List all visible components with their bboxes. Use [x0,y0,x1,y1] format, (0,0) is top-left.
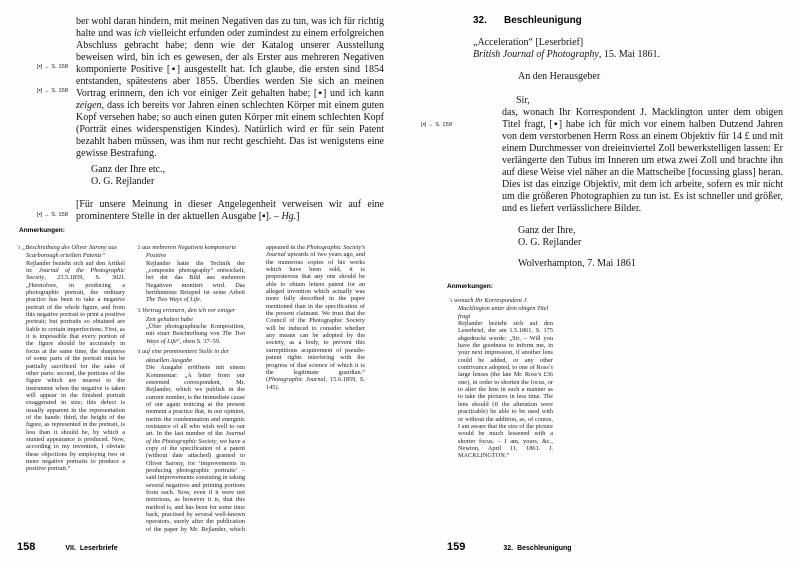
page-footer [447,537,572,555]
footnote-lemma: '4 auf eine prominentere Stelle in der aktuellen Ausgabe [137,348,230,364]
annotations-heading: Anmerkungen: [19,227,65,234]
signature-line: O. G. Rejlander [518,237,582,248]
source-journal: British Journal of Photography, 15. Mai 1861. [473,49,660,60]
footnote-body: Rejlander bezieht sich auf den Leserbrief, der am 1.5.1861, S. 175 abgedruckt wurde: „Sir, – Will you have the goodness to inform me, in your next impression, if another lens could be added, or any other contrivance adopted, to one of Ross’s large lenses (the late Mr. Ross’s £36 one), in order to shorten the focus, or to alter the lens in such a manner as to take the pictures in less time. The lens should (if the alteration were practicable) be able to be used with or without the addition, as, of course, I am aware that the size of the picture would be much lessened with a shorter focus. – I am, yours, &c., Newton, April 11, 1861. J. MACKLINGTON.“ [458,320,553,460]
dateline: Wolverhampton, 7. Mai 1861 [518,258,636,269]
page-footer [17,537,118,555]
annotations-heading: Anmerkungen: [447,283,493,290]
footnote-marker: '3 [137,309,141,315]
letter-body-text: das, wonach Ihr Korrespondent J. Macklington unter dem obigen Titel fragt, [▪] habe ich für mich vor einem halben Dutzend Jahren von dem verstorbenen Herrn Ross an einem Objektiv für 14 £ und mit einem Durchmesser von dreieinviertel Zoll bewerkstelligen lassen: Er verlängerte den Tubus im Inneren um etwa zwei Zoll und brachte ihn auf diese Weise viel näher an die Mattscheibe [focussing glass] heran. Dies ist das einzige Objektiv, mit dem ich arbeite, sofern es mir nicht um die größeren Photographien zu tun ist. Es ist schneller und größer, und es liefert verlässlichere Bilder. [502,107,783,214]
section-title: Beschleunigung [504,15,582,26]
footnote-marker: '1 [17,246,21,251]
running-head-title: Leserbriefe [79,545,118,552]
signature-line: O. G. Rejlander [91,176,155,187]
footnote-marker: '1 [449,299,453,304]
footnote-marker: '2 [137,246,141,251]
footnote-body: Rejlander bezieht sich auf den Artikel in: Journal of the Photographic Society, 23.5.1859, S. 302f. „Heretofore, in producing a photographic portrait, the ordinary practice has been to take a negative portrait of the whole figure, and from this negative portrait to print a positive portrait; but portraits so obtained are liable to certain imperfections. First, as it is impossible that every portion of the figure should be accurately in focus at the same time, the sharpness of some parts of the portrait must be partially sacrificed for the sake of other parts: second, the portions of the figure which are nearest to the instrument when the negative is taken will appear in the finished portrait exaggerated in size; this defect is usually apparent in the representation of the hands: third, the height of the figure, as represented in the portrait, is less than it should be, by which a stunted appearance is produced. Now, according to my invention, I obviate these objections by employing two or more negative portraits to produce a positive portrait.“ [26,259,125,473]
page-number: 158 [17,541,36,553]
footnote-marker: '4 [137,350,141,356]
footnote-entry [137,244,245,304]
footnote-lemma: '2 aus mehreren Negativen komponierte Positive [137,244,237,260]
footnote-lemma: '1 wonach Ihr Korrespondent J. Macklington unter dem obigen Titel fragt [449,297,549,320]
margin-note: [▪] → S. 159 [421,122,453,128]
footnote-body: Die Ausgabe eröffnete mit einem Kommentar: „A letter from our esteemed correspondent, Mr. Rejlander, which we publish in the current number, is the immediate cause of our again noticing at the present moment a practice that, in our opinion, merits the condemnation and energetic resistance of all who wish well to our art. In the last number of the Journal of the Photographic Society, we have a copy of the specification of a patent (without date attached) granted to Oliver Sarony, for ‘improvements in producing photographic portraits’ – said improvements consisting in taking several negatives and printing portions from each. Now, even if it were not notorious, as however it is, that this method is, and has been for some time back, practised by several well-known operators, surely after the publication of the paper by Mr. Rejlander, which appeared in the Photographic Society’s Journal upwards of two years ago, and the numerous copies of his works which have been sold, it is preposterous that any one should be able to obtain letters patent for an alleged invention which actually was more fully described in the paper mentioned than in the specification of the present claimant. We trust that the Council of the Photographic Society will be induced to consider whether any means can be adopted by the society, as a body, to prevent this surreptitious acquirement of pseudo-patent rights interfering with the progress of that science of which it is the legitimate guardian.“ (Photographic Journal, 15.6.1859, S. 145). [146,244,365,533]
footnote-body: „Über photographische Komposition, mit einer Beschreibung von The Two Ways of Life“, oben S. 37–59. [146,322,245,345]
footnote-entry [449,297,553,460]
source-title: „Acceleration“ [Leserbrief] [473,37,584,48]
section-number: 32. [473,15,487,26]
page-158 [17,16,384,538]
footnote-lemma: '1 „Beschreibung des Oliver Sarony aus Scarborough erteilten Patents“ [17,244,118,260]
margin-note: [▪] → S. 158 [36,64,68,70]
editorial-note: [Für unsere Meinung in dieser Angelegenheit verweisen wir auf eine prominentere Stelle in der aktuellen Ausgabe [▪]. – Hg.] [76,199,384,222]
footnote-entry [137,307,245,345]
page-number: 159 [447,541,466,553]
signature-line: Ganz der Ihre etc., [91,164,166,175]
footnote-column [449,297,553,460]
running-head-number: VII. [65,545,76,552]
source-citation [473,37,787,61]
footnote-body: Rejlander hatte die Technik der „composite photography“ entwickelt, bei der das Bild aus mehreren Negativen montiert wird. Das berühmteste Beispiel ist seine Arbeit The Two Ways of Life. [146,259,245,304]
signature-block [91,164,384,188]
running-head-number: 32. [503,545,514,552]
page-159 [421,15,787,463]
margin-note: [▪] → S. 158 [36,212,68,218]
salutation: An den Herausgeber [518,71,601,82]
footnote-entry [17,244,125,473]
footnote-lemma: '3 Vortrag erinnern, den ich vor einiger Zeit gehalten habe [137,307,236,323]
section-heading [473,15,787,26]
signature-block [518,225,787,249]
footnotes-columns [17,244,365,538]
running-head-title: Beschleunigung [517,545,572,552]
margin-note: [▪] → S. 158 [36,88,68,94]
greeting: Sir, [516,95,530,106]
letter-body-text: ber wohl daran hindern, mit meinen Negativen das zu tun, was ich für richtig halte und was ich vielleicht erfunden oder zumindest zu einem erfolgreichen Abschluss gebracht habe; denn wie der Katalog unserer Ausstellung beweisen wird, bin ich es gewesen, der als Erster aus mehreren Negativen komponierte Positive [▪] ausgestellt hat. Ich glaube, die ersten sind 1854 entstanden, spätestens aber 1855. Überdies werden Sie sich an meinen Vortrag erinnern, den ich vor einiger Zeit gehalten habe; [▪] und ich kann zeigen, dass ich bereits vor Jahren einen schlechten Körper mit einem guten Kopf versehen habe; so auch einen guten Körper mit einem schlechten Kopf (Porträt eines widerspenstigen Kindes). Natürlich wird er für sein Patent bezahlt haben müssen, was ihm nur recht geschieht. Das ist wenigstens eine gewisse Bestrafung. [76,16,384,159]
signature-line: Ganz der Ihre, [518,225,576,236]
